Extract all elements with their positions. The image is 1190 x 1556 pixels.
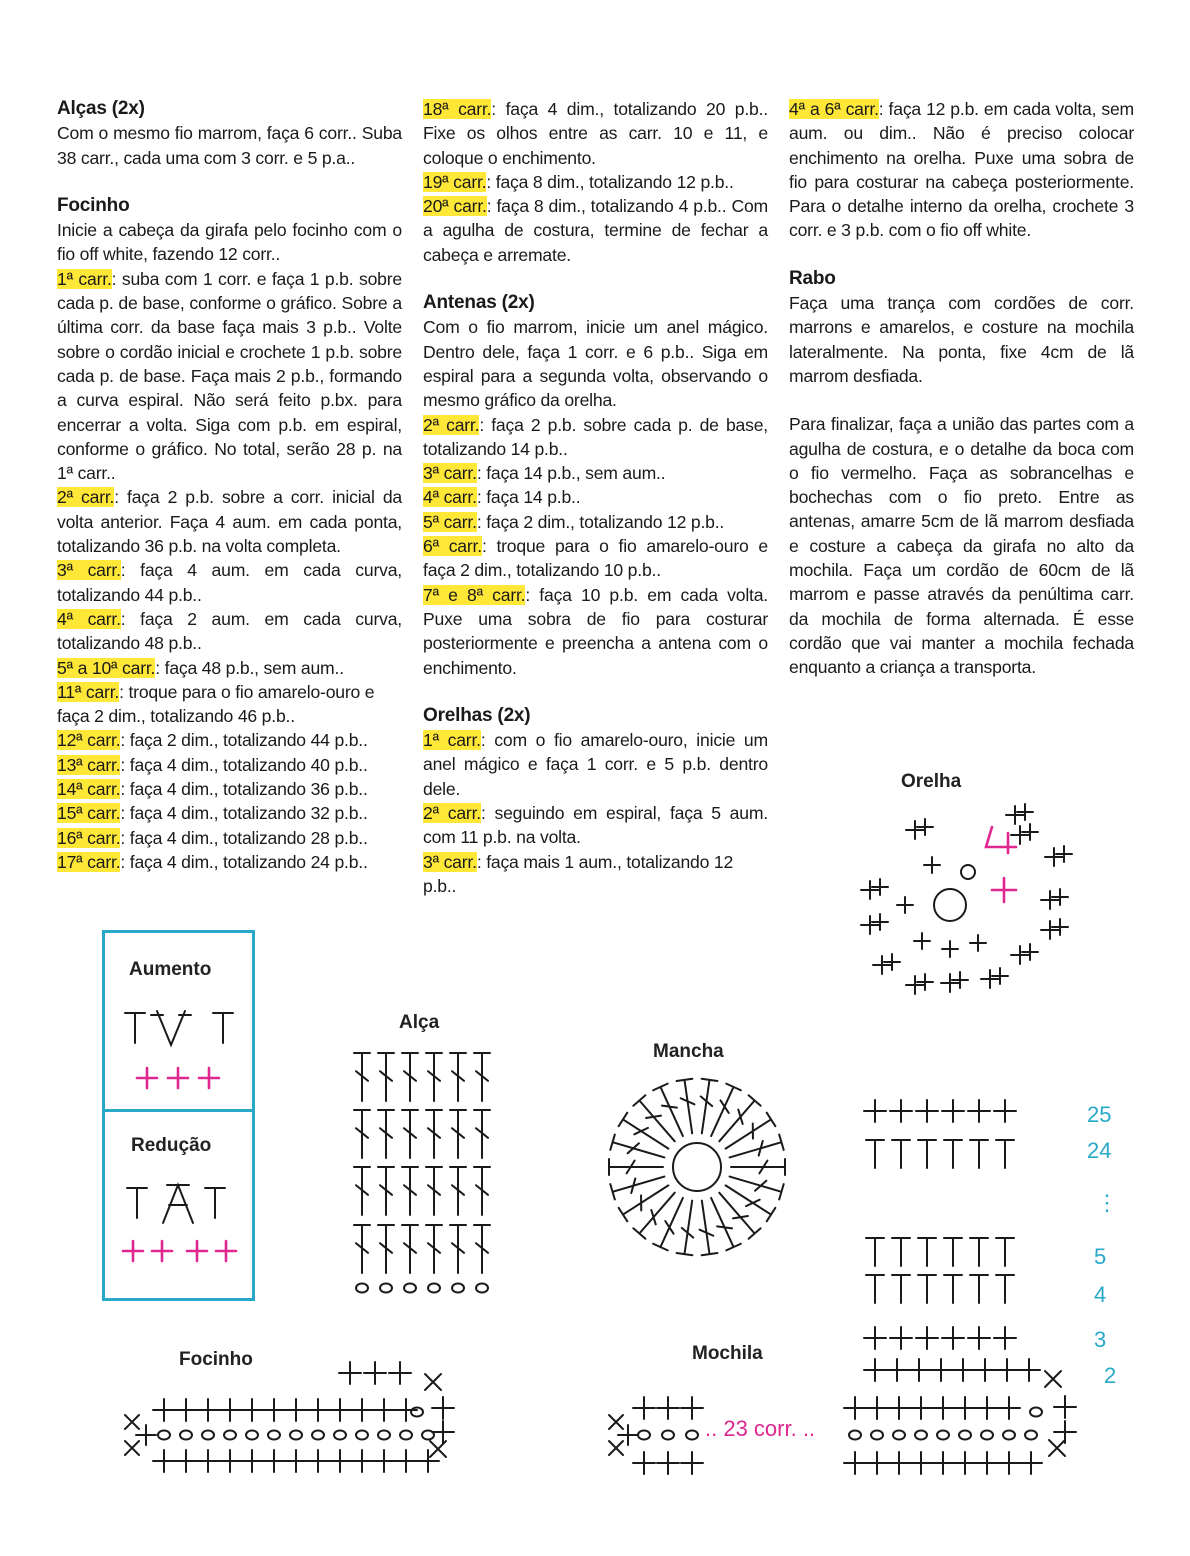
chain-symbol <box>356 1284 368 1293</box>
single-crochet-symbol <box>942 941 958 957</box>
single-crochet-symbol <box>199 1068 219 1088</box>
double-crochet-symbol <box>426 1110 442 1158</box>
double-crochet-symbol <box>450 1110 466 1158</box>
single-crochet-symbol <box>395 1399 417 1421</box>
half-double-symbol <box>944 1140 962 1168</box>
single-crochet-symbol <box>910 1397 932 1419</box>
double-crochet-symbol <box>402 1225 418 1273</box>
half-double-symbol <box>866 1238 884 1266</box>
chain-symbol <box>224 1431 236 1440</box>
orelha-diagram <box>850 790 1075 1010</box>
mancha-label: Mancha <box>653 1041 724 1062</box>
increase-symbol <box>157 1011 185 1045</box>
single-crochet-symbol <box>872 914 888 930</box>
reducao-label: Redução <box>131 1135 212 1156</box>
single-crochet-symbol <box>906 976 924 994</box>
decrease-symbol <box>163 1185 193 1223</box>
double-crochet-symbol <box>474 1110 490 1158</box>
single-crochet-symbol <box>916 1100 938 1122</box>
alca-diagram <box>350 1045 500 1295</box>
focinho-diagram-label: Focinho <box>179 1349 253 1370</box>
single-crochet-symbol <box>351 1399 373 1421</box>
single-crochet-symbol <box>175 1399 197 1421</box>
antenas-intro: Com o fio marrom, inicie um anel mágico. Dentro dele, faça 1 corr. e 6 p.b.. Siga em espiral para a segunda volta, observando o mesmo gráfico da orelha. <box>423 317 768 411</box>
single-crochet-symbol <box>864 1327 886 1349</box>
half-double-symbol <box>892 1238 910 1266</box>
single-crochet-symbol <box>339 1362 361 1384</box>
single-crochet-symbol <box>1052 919 1068 935</box>
half-double-symbol <box>970 1275 988 1303</box>
chain-symbol <box>378 1431 390 1440</box>
chain-symbol <box>849 1431 861 1440</box>
focinho-intro: Inicie a cabeça da girafa pelo focinho com o fio off white, fazendo 12 corr.. <box>57 220 402 265</box>
single-crochet-symbol <box>976 1397 998 1419</box>
focinho-row: 3ª carr.: faça 4 aum. em cada curva, totalizando 44 p.b.. <box>57 560 402 605</box>
double-crochet-symbol <box>450 1053 466 1101</box>
double-crochet-symbol <box>474 1225 490 1273</box>
single-crochet-symbol <box>197 1399 219 1421</box>
alcas-text: Com o mesmo fio marrom, faça 6 corr.. Suba 38 carr., cada uma com 3 corr. e 5 p.a.. <box>57 123 402 168</box>
single-crochet-symbol <box>1052 889 1068 905</box>
mochila-corr-label: .. 23 corr. .. <box>705 1416 816 1441</box>
orelhas-heading: Orelhas (2x) <box>423 704 531 726</box>
chain-symbol <box>268 1431 280 1440</box>
focinho-row: 4ª carr.: faça 2 aum. em cada curva, totalizando 48 p.b.. <box>57 608 402 654</box>
single-crochet-symbol <box>219 1399 241 1421</box>
single-crochet-symbol <box>994 1100 1016 1122</box>
double-crochet-symbol <box>354 1053 370 1101</box>
single-crochet-symbol <box>285 1450 307 1472</box>
single-crochet-symbol <box>916 1327 938 1349</box>
single-crochet-symbol <box>844 1452 866 1474</box>
single-crochet-symbol <box>633 1452 655 1474</box>
chain-symbol <box>158 1431 170 1440</box>
single-crochet-symbol <box>1056 846 1072 862</box>
single-crochet-symbol <box>329 1450 351 1472</box>
chain-symbol <box>686 1431 698 1440</box>
half-double-symbol <box>970 1140 988 1168</box>
single-crochet-symbol <box>1045 848 1063 866</box>
single-crochet-symbol <box>1006 806 1024 824</box>
antenas-row: 5ª carr.: faça 2 dim., totalizando 12 p.b.. <box>423 511 725 532</box>
single-crochet-symbol <box>137 1068 157 1088</box>
single-crochet-symbol <box>861 881 879 899</box>
single-crochet-symbol <box>417 1450 439 1472</box>
focinho-row: 14ª carr.: faça 4 dim., totalizando 36 p.b.. <box>57 779 368 800</box>
single-crochet-symbol <box>432 1397 454 1419</box>
magic-ring-symbol <box>934 889 966 921</box>
single-crochet-symbol <box>285 1399 307 1421</box>
chain-symbol <box>959 1431 971 1440</box>
single-crochet-symbol <box>1054 1396 1076 1418</box>
chain-symbol <box>404 1284 416 1293</box>
chain-symbol <box>871 1431 883 1440</box>
single-crochet-symbol <box>307 1450 329 1472</box>
focinho-row: 16ª carr.: faça 4 dim., totalizando 28 p.b.. <box>57 827 368 848</box>
half-double-symbol <box>944 1238 962 1266</box>
single-crochet-symbol <box>886 1359 908 1381</box>
single-crochet-symbol <box>168 1068 188 1088</box>
focinho-row: 18ª carr.: faça 4 dim., totalizando 20 p.b.. Fixe os olhos entre as carr. 10 e 11, e coloque o enchimento. <box>423 99 768 168</box>
chain-symbol <box>411 1408 423 1417</box>
row-number: 25 <box>1087 1102 1112 1127</box>
single-crochet-symbol <box>992 878 1016 902</box>
chain-symbol <box>638 1431 650 1440</box>
single-crochet-symbol <box>932 1397 954 1419</box>
single-crochet-symbol <box>153 1399 175 1421</box>
legend-symbols <box>105 933 252 1298</box>
single-crochet-symbol <box>152 1241 172 1261</box>
single-crochet-symbol <box>633 1397 655 1419</box>
single-crochet-symbol <box>395 1450 417 1472</box>
rabo-text: Faça uma trança com cordões de corr. marrons e amarelos, e costure na mochila lateralmente. Na ponta, fixe 4cm de lã marrom desfiada. <box>789 293 1134 386</box>
double-crochet-symbol <box>378 1053 394 1101</box>
focinho-row: 11ª carr.: troque para o fio amarelo-ouro e faça 2 dim., totalizando 46 p.b.. <box>57 681 375 727</box>
half-double-symbol <box>996 1238 1014 1266</box>
single-crochet-symbol <box>1018 1359 1040 1381</box>
chain-symbol <box>400 1431 412 1440</box>
single-crochet-symbol <box>994 1327 1016 1349</box>
single-crochet-symbol <box>364 1362 386 1384</box>
single-crochet-symbol <box>373 1450 395 1472</box>
aumento-label: Aumento <box>129 959 212 980</box>
chain-symbol <box>937 1431 949 1440</box>
row-number: ⋮ <box>1096 1190 1118 1215</box>
single-crochet-symbol <box>992 968 1008 984</box>
double-crochet-symbol <box>474 1053 490 1101</box>
double-crochet-symbol <box>426 1053 442 1101</box>
single-crochet-symbol <box>241 1450 263 1472</box>
single-crochet-symbol <box>241 1399 263 1421</box>
focinho-row: 20ª carr.: faça 8 dim., totalizando 4 p.b.. Com a agulha de costura, termine de fechar a cabeça e arremate. <box>423 196 769 265</box>
single-crochet-symbol <box>844 1397 866 1419</box>
single-crochet-symbol <box>1041 921 1059 939</box>
single-crochet-symbol <box>1041 891 1059 909</box>
half-double-symbol <box>918 1238 936 1266</box>
single-crochet-symbol <box>932 1452 954 1474</box>
double-crochet-symbol <box>402 1053 418 1101</box>
single-crochet-symbol <box>153 1450 175 1472</box>
double-crochet-symbol <box>474 1167 490 1215</box>
single-crochet-symbol <box>888 1452 910 1474</box>
single-crochet-symbol <box>861 916 879 934</box>
single-crochet-symbol <box>942 1100 964 1122</box>
single-crochet-symbol <box>1022 824 1038 840</box>
single-crochet-symbol <box>872 879 888 895</box>
rabo-heading: Rabo <box>789 267 836 289</box>
single-crochet-symbol <box>952 1359 974 1381</box>
single-crochet-symbol <box>910 1452 932 1474</box>
single-crochet-symbol <box>1020 1452 1042 1474</box>
focinho-row: 15ª carr.: faça 4 dim., totalizando 32 p.b.. <box>57 803 368 824</box>
double-crochet-symbol <box>426 1225 442 1273</box>
single-crochet-symbol <box>952 972 968 988</box>
single-crochet-symbol <box>924 857 940 873</box>
single-crochet-symbol <box>968 1100 990 1122</box>
single-crochet-symbol <box>981 970 999 988</box>
single-crochet-symbol <box>930 1359 952 1381</box>
chain-symbol <box>1003 1431 1015 1440</box>
half-double-symbol <box>866 1140 884 1168</box>
double-crochet-symbol <box>450 1167 466 1215</box>
alca-label: Alça <box>399 1012 440 1033</box>
half-double-symbol <box>970 1238 988 1266</box>
chain-symbol <box>662 1431 674 1440</box>
single-crochet-symbol <box>941 974 959 992</box>
single-crochet-symbol <box>216 1241 236 1261</box>
single-crochet-symbol <box>897 897 913 913</box>
focinho-row: 5ª a 10ª carr.: faça 48 p.b., sem aum.. <box>57 657 344 678</box>
mochila-label: Mochila <box>692 1343 763 1364</box>
half-double-symbol <box>996 1140 1014 1168</box>
double-crochet-symbol <box>354 1167 370 1215</box>
single-crochet-symbol <box>998 1397 1020 1419</box>
single-crochet-symbol <box>884 954 900 970</box>
double-crochet-symbol <box>450 1225 466 1273</box>
double-crochet-symbol <box>378 1167 394 1215</box>
single-crochet-symbol <box>1011 946 1029 964</box>
double-crochet-symbol <box>402 1110 418 1158</box>
chain-symbol <box>961 865 975 879</box>
single-crochet-symbol <box>968 1327 990 1349</box>
single-crochet-symbol <box>1011 826 1029 844</box>
row-number: 5 <box>1094 1244 1107 1269</box>
orelhas-row: 3ª carr.: faça mais 1 aum., totalizando 12 p.b.. <box>423 851 734 896</box>
double-crochet-symbol <box>378 1110 394 1158</box>
orelha-label: Orelha <box>901 771 962 792</box>
slip-stitch-symbol <box>609 1415 623 1429</box>
antenas-row: 7ª e 8ª carr.: faça 10 p.b. em cada volta. Puxe uma sobra de fio para costurar posteriormente e preencha a antena com o enchimento. <box>423 584 768 678</box>
single-crochet-symbol <box>197 1450 219 1472</box>
half-double-symbol <box>918 1140 936 1168</box>
single-crochet-symbol <box>657 1397 679 1419</box>
half-double-symbol <box>918 1275 936 1303</box>
focinho-row: 2ª carr.: faça 2 p.b. sobre a corr. inicial da volta anterior. Faça 4 aum. em cada ponta, totalizando 36 p.b. na volta completa. <box>57 487 402 557</box>
slip-stitch-symbol <box>425 1374 441 1390</box>
chain-symbol <box>981 1431 993 1440</box>
row-number: 4 <box>1094 1282 1107 1307</box>
slip-stitch-symbol <box>1049 1440 1065 1456</box>
single-crochet-symbol <box>954 1397 976 1419</box>
antenas-row: 6ª carr.: troque para o fio amarelo-ouro e faça 2 dim., totalizando 10 p.b.. <box>423 536 768 581</box>
single-crochet-symbol <box>890 1100 912 1122</box>
chain-symbol <box>334 1431 346 1440</box>
focinho-heading: Focinho <box>57 194 130 216</box>
increase-symbol <box>125 1013 145 1043</box>
half-double-symbol <box>944 1275 962 1303</box>
row-number: 3 <box>1094 1327 1107 1352</box>
single-crochet-symbol <box>996 1359 1018 1381</box>
focinho-row: 19ª carr.: faça 8 dim., totalizando 12 p.b.. <box>423 171 734 192</box>
single-crochet-symbol <box>866 1397 888 1419</box>
antenas-heading: Antenas (2x) <box>423 292 535 314</box>
final-text: Para finalizar, faça a união das partes com a agulha de costura, e o detalhe da boca com o fio vermelho. Faça as sobrancelhas e bochechas com o fio preto. Entre as antenas, amarre 5cm de lã marrom desfiada e costure a cabeça da girafa no alto da mochila. Faça um cordão de 60cm de lã marrom e passe através da penúltima carr. da mochila de forma alternada. É esse cordão que vai manter a mochila fechada enquanto a criança a transporta. <box>789 414 1134 678</box>
chain-symbol <box>893 1431 905 1440</box>
single-crochet-symbol <box>864 1100 886 1122</box>
single-crochet-symbol <box>976 1452 998 1474</box>
single-crochet-symbol <box>917 974 933 990</box>
single-crochet-symbol <box>681 1397 703 1419</box>
double-crochet-symbol <box>426 1167 442 1215</box>
slip-stitch-symbol <box>609 1441 623 1455</box>
single-crochet-symbol <box>888 1397 910 1419</box>
focinho-row: 13ª carr.: faça 4 dim., totalizando 40 p.b.. <box>57 754 368 775</box>
single-crochet-symbol <box>307 1399 329 1421</box>
increase-symbol <box>986 827 1016 853</box>
orelhas-row: 2ª carr.: seguindo em espiral, faça 5 aum. com 11 p.b. na volta. <box>423 803 768 848</box>
chain-symbol <box>380 1284 392 1293</box>
single-crochet-symbol <box>219 1450 241 1472</box>
double-crochet-symbol <box>354 1225 370 1273</box>
focinho-row: 17ª carr.: faça 4 dim., totalizando 24 p.b.. <box>57 851 368 872</box>
decrease-symbol <box>127 1188 147 1218</box>
single-crochet-symbol <box>890 1327 912 1349</box>
chain-symbol <box>180 1431 192 1440</box>
single-crochet-symbol <box>175 1450 197 1472</box>
chain-symbol <box>1030 1408 1042 1417</box>
single-crochet-symbol <box>1017 804 1033 820</box>
orelhas-row: 4ª a 6ª carr.: faça 12 p.b. em cada volta, sem aum. ou dim.. Não é preciso colocar enchimento na orelha. Puxe uma sobra de fio para costurar na cabeça posteriormente. Para o detalhe interno da orelha, crochete 3 corr. e 3 p.b. com o fio off white. <box>789 99 1134 241</box>
single-crochet-symbol <box>351 1450 373 1472</box>
half-double-symbol <box>996 1275 1014 1303</box>
antenas-row: 2ª carr.: faça 2 p.b. sobre cada p. de base, totalizando 14 p.b.. <box>423 414 768 459</box>
chain-symbol <box>1025 1431 1037 1440</box>
single-crochet-symbol <box>329 1399 351 1421</box>
single-crochet-symbol <box>263 1399 285 1421</box>
single-crochet-symbol <box>432 1421 454 1443</box>
single-crochet-symbol <box>263 1450 285 1472</box>
increase-symbol <box>213 1013 233 1043</box>
chain-symbol <box>428 1284 440 1293</box>
focinho-diagram <box>120 1360 465 1480</box>
single-crochet-symbol <box>970 935 986 951</box>
double-crochet-symbol <box>378 1225 394 1273</box>
chain-symbol <box>202 1431 214 1440</box>
slip-stitch-symbol <box>125 1415 139 1429</box>
single-crochet-symbol <box>657 1452 679 1474</box>
column-1 <box>57 97 402 874</box>
single-crochet-symbol <box>942 1327 964 1349</box>
half-double-symbol <box>866 1275 884 1303</box>
half-double-symbol <box>892 1275 910 1303</box>
single-crochet-symbol <box>914 933 930 949</box>
slip-stitch-symbol <box>1045 1371 1061 1387</box>
single-crochet-symbol <box>1022 944 1038 960</box>
slip-stitch-symbol <box>125 1441 139 1455</box>
chain-symbol <box>312 1431 324 1440</box>
single-crochet-symbol <box>873 956 891 974</box>
antenas-row: 3ª carr.: faça 14 p.b., sem aum.. <box>423 463 666 484</box>
single-crochet-symbol <box>864 1359 886 1381</box>
single-crochet-symbol <box>908 1359 930 1381</box>
chain-symbol <box>476 1284 488 1293</box>
column-2 <box>423 97 768 898</box>
focinho-row: 1ª carr.: suba com 1 corr. e faça 1 p.b. sobre cada p. de base, conforme o gráfico. Sobre a última corr. da base faça mais 3 p.b.. Volte sobre o cordão inicial e crochete 1 p.b. sobre cada p. de base. Faça mais 2 p.b., formando a curva espiral. Não será feito p.bx. para encerrar a volta. Siga com p.b. em espiral, conforme o gráfico. No total, serão 28 p. na 1ª carr.. <box>57 268 402 484</box>
chain-symbol <box>290 1431 302 1440</box>
single-crochet-symbol <box>954 1452 976 1474</box>
double-crochet-symbol <box>354 1110 370 1158</box>
focinho-row: 12ª carr.: faça 2 dim., totalizando 44 p.b.. <box>57 730 368 751</box>
single-crochet-symbol <box>998 1452 1020 1474</box>
column-3 <box>789 97 1134 680</box>
decrease-symbol <box>205 1188 225 1218</box>
antenas-row: 4ª carr.: faça 14 p.b.. <box>423 487 581 508</box>
half-double-symbol <box>892 1140 910 1168</box>
slip-stitch-symbol <box>430 1441 446 1457</box>
single-crochet-symbol <box>917 819 933 835</box>
single-crochet-symbol <box>906 821 924 839</box>
single-crochet-symbol <box>974 1359 996 1381</box>
single-crochet-symbol <box>373 1399 395 1421</box>
row-number: 2 <box>1104 1363 1117 1388</box>
single-crochet-symbol <box>123 1241 143 1261</box>
single-crochet-symbol <box>681 1452 703 1474</box>
single-crochet-symbol <box>187 1241 207 1261</box>
alcas-heading: Alças (2x) <box>57 98 145 119</box>
chain-symbol <box>246 1431 258 1440</box>
single-crochet-symbol <box>389 1362 411 1384</box>
chain-symbol <box>915 1431 927 1440</box>
single-crochet-symbol <box>866 1452 888 1474</box>
row-number: 24 <box>1087 1138 1112 1163</box>
chain-symbol <box>452 1284 464 1293</box>
chain-symbol <box>356 1431 368 1440</box>
double-crochet-symbol <box>402 1167 418 1215</box>
orelhas-row: 1ª carr.: com o fio amarelo-ouro, inicie um anel mágico e faça 1 corr. e 5 p.b. dentro dele. <box>423 730 768 799</box>
mochila-diagram <box>600 1090 1090 1480</box>
